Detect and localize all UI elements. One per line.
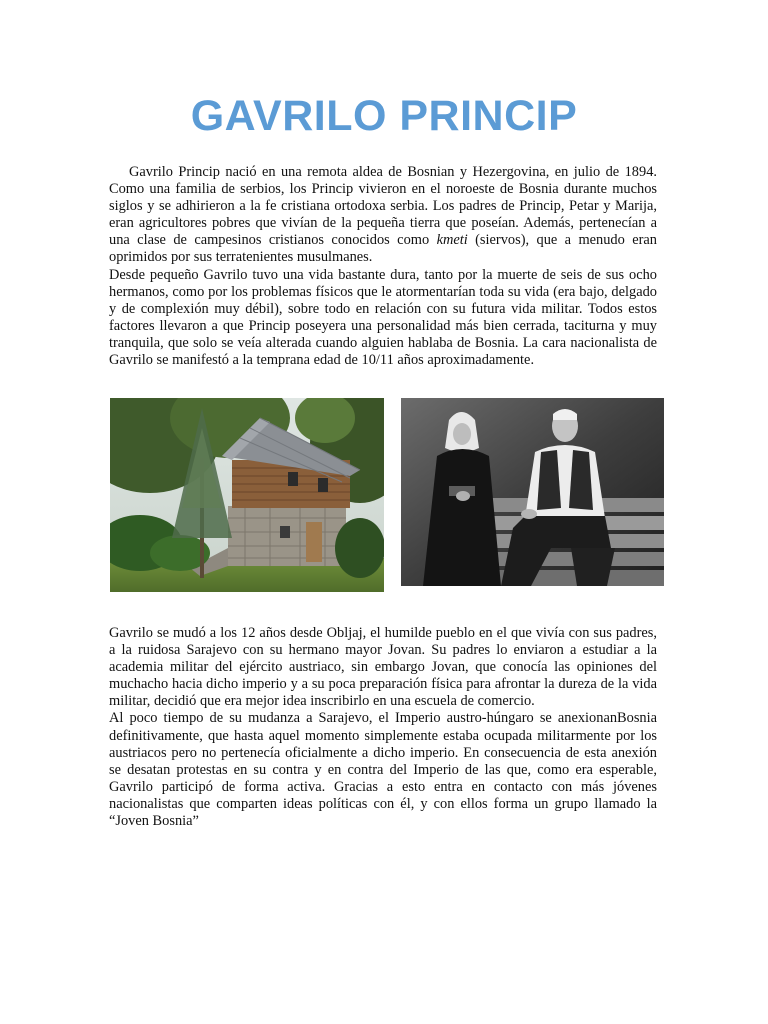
- paragraph-1: [109, 164, 657, 369]
- page-title: GAVRILO PRINCIP: [190, 92, 578, 140]
- paragraph-2-text-b: Al poco tiempo de su mudanza a Sarajevo, el Imperio austro-húngaro se anexionanBosnia definitivamente, que hasta aquel momento simplemente estaba ocupada militarmente por los austriacos pero no pertenecía oficialmente a dicho imperio. En consecuencia de esta anexión se desatan protestas en su contra y en contra del Imperio de las que, como era esperable, Gavrilo participó de forma activa. Gracias a esto entra en contacto con más jóvenes nacionalistas que comparten ideas políticas con él, y con ellos forma un grupo llamado la “Joven Bosnia”: [109, 710, 657, 830]
- kmeti-term: kmeti: [436, 232, 468, 249]
- couple-photo: [401, 398, 664, 586]
- paragraph-1-text-b: (siervos), que a menudo eran oprimidos por sus terratenientes musulmanes.: [109, 232, 657, 266]
- paragraph-2: [109, 625, 657, 830]
- paragraph-2-text-a: Gavrilo se mudó a los 12 años desde Obljaj, el humilde pueblo en el que vivía con sus padres, a la ruidosa Sarajevo con su hermano mayor Jovan. Su padres lo enviaron a estudiar a la academia militar del ejército austriaco, sin embargo Jovan, que conocía las opiniones del muchacho hacia dicho imperio y a su poca preparación física para afrontar la dureza de la vida militar, decidió que era mejor idea inscribirlo en una escuela de comercio.: [109, 625, 657, 710]
- paragraph-1-text-c: Desde pequeño Gavrilo tuvo una vida bastante dura, tanto por la muerte de seis de sus ocho hermanos, como por los problemas físicos que le atormentarían toda su vida (era bajo, delgado y de complexión muy débil), sobre todo en relación con su futura vida militar. Todos estos factores llevaron a que Princip poseyera una personalidad más bien cerrada, taciturna y muy tranquila, que solo se veía alterada cuando alguien hablaba de Bosnia. La cara nacionalista de Gavrilo se manifestó a la temprana edad de 10/11 años aproximadamente.: [109, 266, 657, 369]
- house-photo: [110, 398, 384, 592]
- paragraph-1-text-a: Gavrilo Princip nació en una remota aldea de Bosnian y Hezergovina, en julio de 1894. Como una familia de serbios, los Princip vivieron en el noroeste de Bosnia durante muchos siglos y se adhirieron a la fe cristiana ortodoxa serbia. Los padres de Princip, Petar y Marija, eran agricultores pobres que vivían de la pequeña tierra que poseían. Además, pertenecían a una clase de campesinos cristianos conocidos como: [109, 164, 657, 249]
